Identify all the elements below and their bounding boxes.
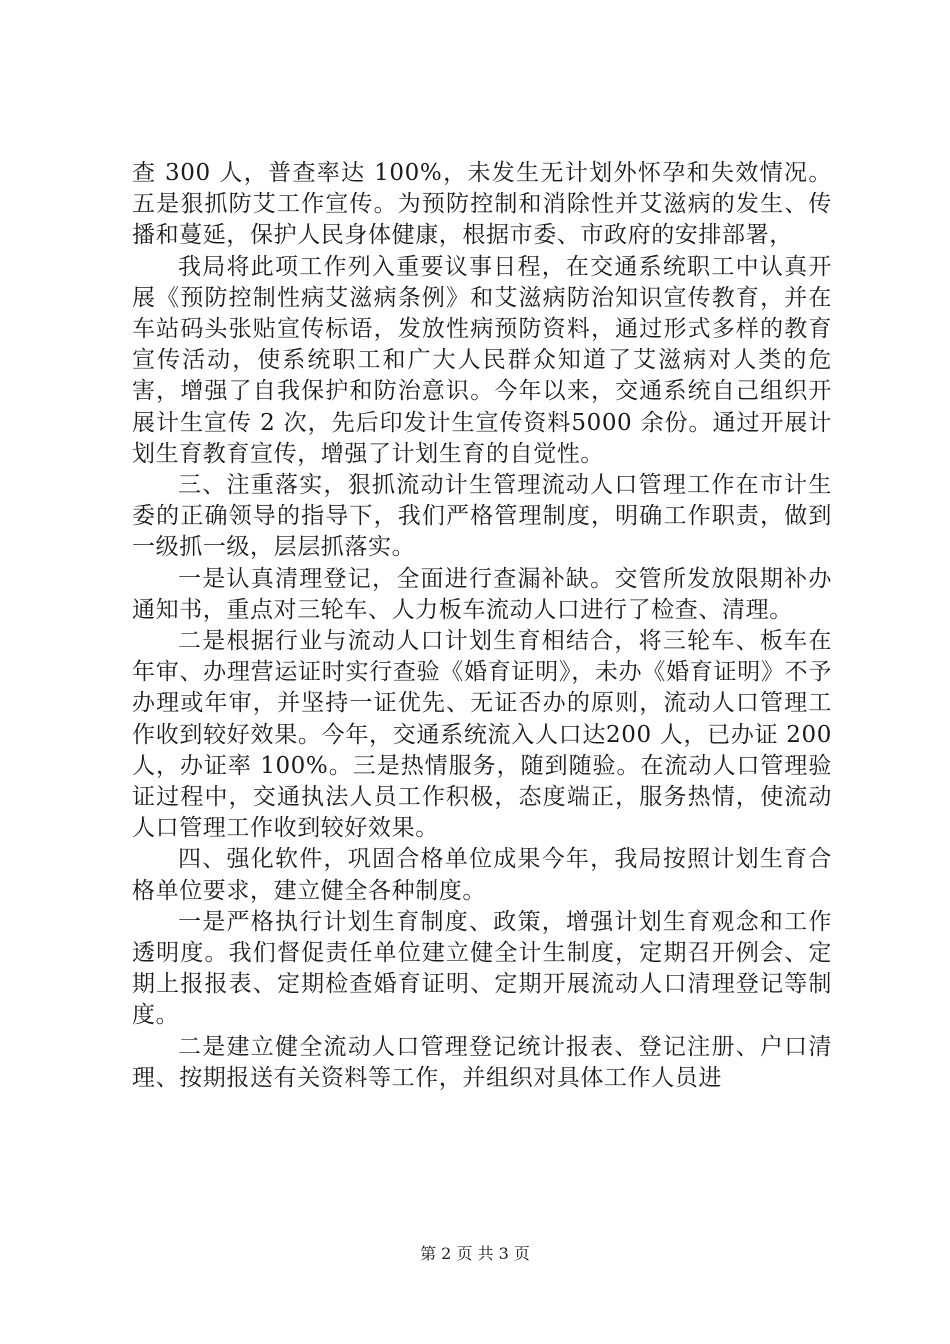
paragraph-5: 二是根据行业与流动人口计划生育相结合，将三轮车、板车在年审、办理营运证时实行查验《婚育证明》，未办《婚育证明》不予办理或年审，并坚持一证优先、无证否办的原则，流动人口管理工作收到较好效果。今年，交通系统流入人口达200 人，已办证 200 人，办证率 100%。三是热情服务，随到随验。在流动人口管理验证过程中，交通执法人员工作积极，态度端正，服务热情，使流动人口管理工作收到较好效果。 <box>132 628 832 842</box>
paragraph-6: 四、强化软件，巩固合格单位成果今年，我局按照计划生育合格单位要求，建立健全各种制度。 <box>132 846 832 904</box>
paragraph-2: 我局将此项工作列入重要议事日程，在交通系统职工中认真开展《预防控制性病艾滋病条例》和艾滋病防治知识宣传教育，并在车站码头张贴宣传标语，发放性病预防资料，通过形式多样的教育宣传活动，使系统职工和广大人民群众知道了艾滋病对人类的危害，增强了自我保护和防治意识。今年以来，交通系统自己组织开展计生宣传 2 次，先后印发计生宣传资料5000 余份。通过开展计划生育教育宣传，增强了计划生育的自觉性。 <box>132 253 832 467</box>
document-body <box>132 158 832 1094</box>
paragraph-4: 一是认真清理登记，全面进行查漏补缺。交管所发放限期补办通知书，重点对三轮车、人力板车流动人口进行了检查、清理。 <box>132 565 832 623</box>
page-footer: 第 2 页 共 3 页 <box>420 1244 530 1263</box>
paragraph-1: 查 300 人，普查率达 100%，未发生无计划外怀孕和失效情况。五是狠抓防艾工作宣传。为预防控制和消除性并艾滋病的发生、传播和蔓延，保护人民身体健康，根据市委、市政府的安排部署， <box>132 160 832 249</box>
paragraph-7: 一是严格执行计划生育制度、政策，增强计划生育观念和工作透明度。我们督促责任单位建立健全计生制度，定期召开例会、定期上报报表、定期检查婚育证明、定期开展流动人口清理登记等制度。 <box>132 908 832 1029</box>
paragraph-8: 二是建立健全流动人口管理登记统计报表、登记注册、户口清理、按期报送有关资料等工作，并组织对具体工作人员进 <box>132 1033 832 1091</box>
paragraph-3: 三、注重落实，狠抓流动计生管理流动人口管理工作在市计生委的正确领导的指导下，我们严格管理制度，明确工作职责，做到一级抓一级，层层抓落实。 <box>132 472 832 561</box>
